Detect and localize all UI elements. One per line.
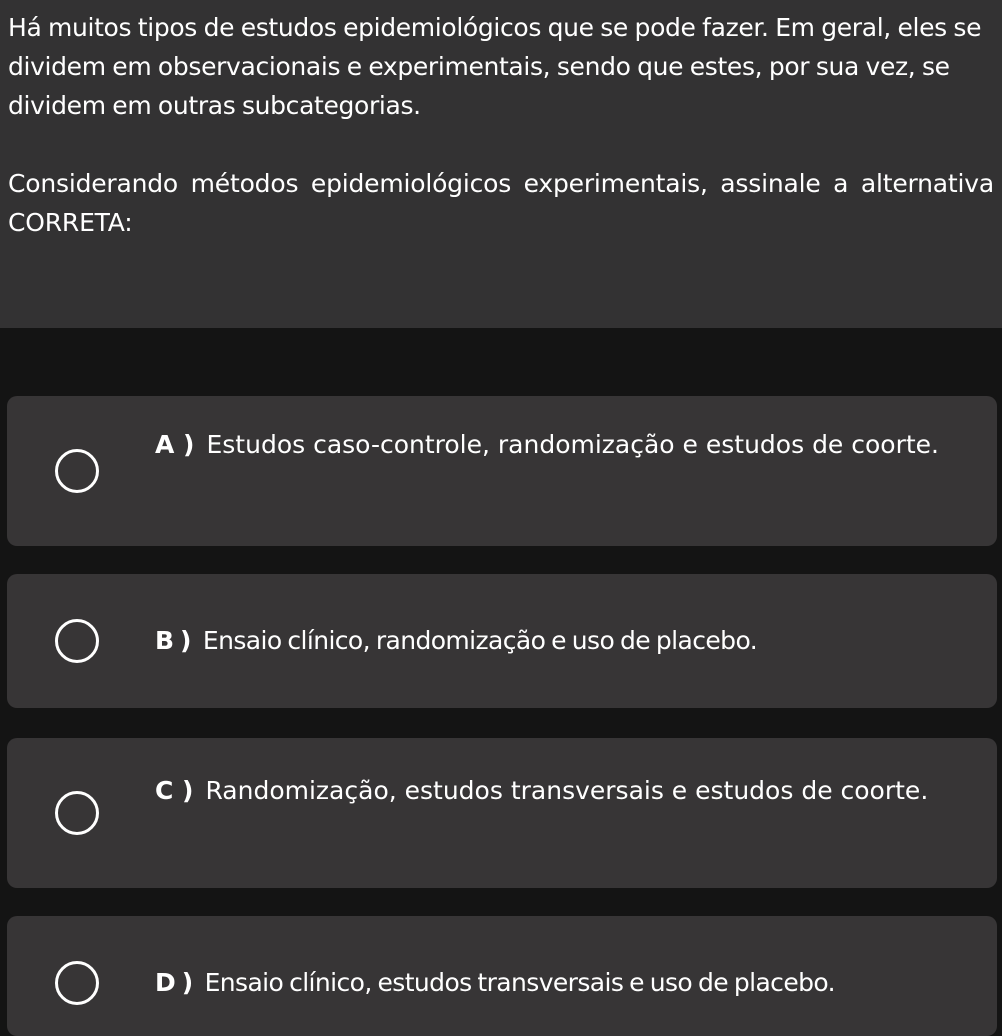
radio-button-d[interactable]	[55, 961, 99, 1005]
option-b[interactable]	[7, 574, 997, 708]
radio-button-a[interactable]	[55, 449, 99, 493]
question-panel	[0, 0, 1002, 328]
option-d-label: Ensaio clínico, estudos transversais e uso de placebo.	[204, 968, 835, 997]
option-c[interactable]	[7, 738, 997, 888]
option-c-letter: C )	[155, 776, 194, 805]
option-c-label: Randomização, estudos transversais e estudos de coorte.	[205, 776, 929, 805]
option-a[interactable]	[7, 396, 997, 546]
option-b-label: Ensaio clínico, randomização e uso de placebo.	[202, 626, 758, 655]
option-d[interactable]	[7, 916, 997, 1036]
option-d-letter: D )	[155, 968, 193, 997]
option-a-label: Estudos caso-controle, randomização e estudos de coorte.	[206, 430, 940, 459]
question-intro: Há muitos tipos de estudos epidemiológicos que se pode fazer. Em geral, eles se dividem em observacionais e experimentais, sendo que estes, por sua vez, se dividem em outras subcategorias.	[8, 13, 982, 120]
option-c-text-block	[155, 767, 951, 815]
question-prompt: Considerando métodos epidemiológicos experimentais, assinale a alternativa CORRETA:	[8, 169, 994, 237]
option-a-text-block	[155, 421, 951, 469]
option-b-letter: B )	[155, 626, 191, 655]
radio-button-c[interactable]	[55, 791, 99, 835]
option-d-text-block	[155, 959, 951, 1007]
radio-button-b[interactable]	[55, 619, 99, 663]
option-a-letter: A )	[155, 430, 195, 459]
option-b-text-block	[155, 617, 951, 665]
